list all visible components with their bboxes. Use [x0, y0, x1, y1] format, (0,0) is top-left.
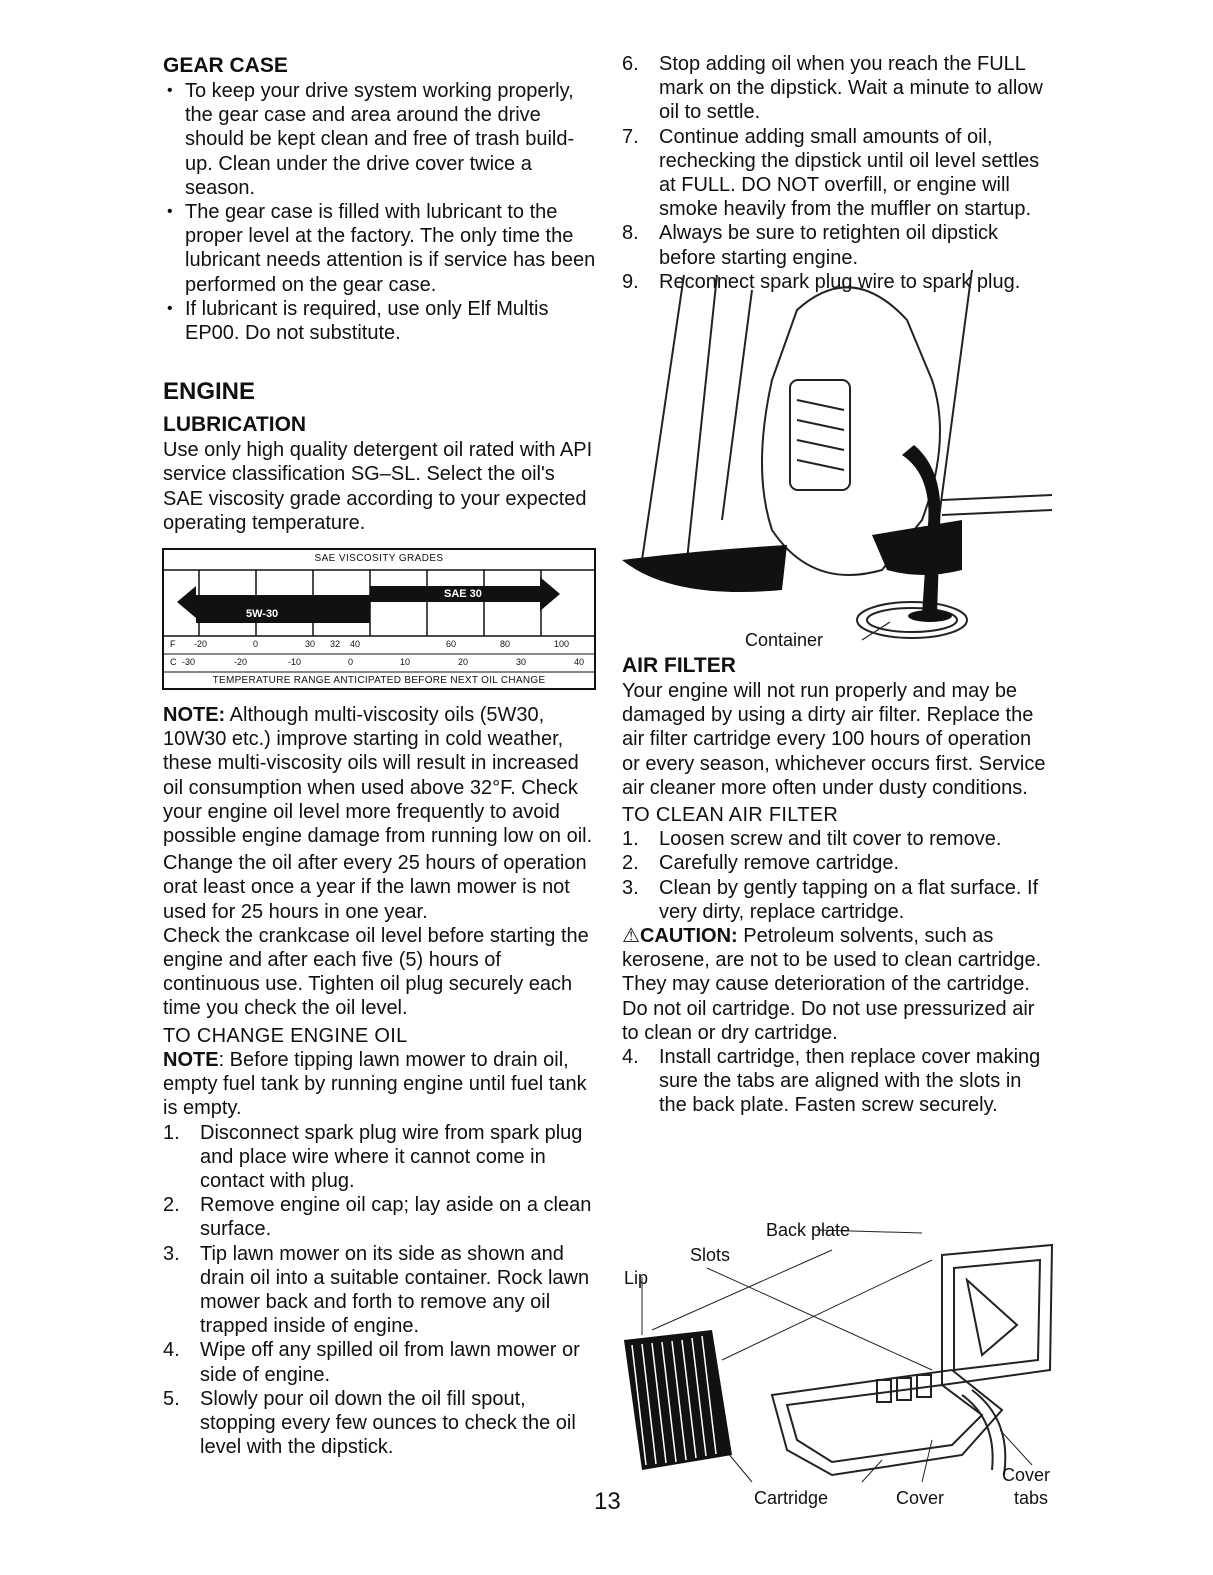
note-label: NOTE:: [163, 704, 226, 727]
cover-label: Cover: [896, 1488, 945, 1508]
list-item: 5. Slowly pour oil down the oil fill spout, stopping every few ounces to check the oil level with the dipstick.: [163, 1387, 576, 1459]
engine-heading: ENGINE: [163, 378, 256, 406]
caution-label: CAUTION:: [639, 925, 738, 948]
c-tick: -10: [288, 657, 302, 667]
list-item: 2. Carefully remove cartridge.: [622, 852, 900, 875]
oil-steps-list: [163, 1121, 598, 1460]
c-tick: -20: [234, 657, 248, 667]
air-filter-exploded-drawing: [622, 1220, 1062, 1520]
c-tick: 40: [574, 657, 585, 667]
grade-sae30-label: SAE 30: [444, 588, 482, 600]
change-oil-heading: TO CHANGE ENGINE OIL: [163, 1024, 408, 1047]
grade-5w30-label: 5W-30: [246, 608, 279, 620]
viscosity-chart-graphic: [164, 550, 594, 688]
list-item: 1. Disconnect spark plug wire from spark plug and place wire where it cannot come in contact with plug.: [163, 1121, 583, 1192]
list-item: 3. Clean by gently tapping on a flat surface. If very dirty, replace cartridge.: [622, 876, 1039, 923]
left-column: [163, 52, 598, 1459]
clean-air-filter-heading: TO CLEAN AIR FILTER: [622, 804, 839, 827]
c-scale-label: C: [170, 657, 177, 667]
list-item: • If lubricant is required, use only Elf Multis EP00. Do not substitute.: [163, 297, 598, 345]
c-tick: 10: [400, 657, 411, 667]
list-item: 7. Continue adding small amounts of oil, rechecking the dipstick until oil level settles at FULL. DO NOT overfill, or engine will smoke heavily from the muffler on startup.: [622, 125, 1040, 221]
list-item: • The gear case is filled with lubricant to the proper level at the factory. The only time the lubricant needs attention is if service has been performed on the gear case.: [163, 200, 598, 297]
f-tick: -20: [194, 639, 208, 649]
viscosity-chart: [162, 548, 596, 690]
f-scale-label: F: [170, 639, 176, 649]
air-filter-illustration: [622, 1220, 1062, 1520]
air-filter-step4: [622, 1045, 1052, 1118]
cartridge-label: Cartridge: [754, 1488, 829, 1508]
cover-tabs-label-2: tabs: [1014, 1488, 1049, 1508]
f-tick: 0: [253, 639, 259, 649]
gear-case-heading: GEAR CASE: [163, 54, 288, 77]
air-filter-heading: AIR FILTER: [622, 654, 736, 678]
oil-steps-continued: [622, 52, 1052, 294]
caution-text: Petroleum solvents, such as kerosene, are not to be used to clean cartridge. They may cause deterioration of the cartridge. Do not oil cartridge. Do not use pressurized air to clean or dry cartridge.: [622, 925, 1042, 1044]
mower-tipped-drawing: [622, 270, 1062, 660]
note2-text: : Before tipping lawn mower to drain oil, empty fuel tank by running engine until fuel tank is empty.: [163, 1048, 587, 1120]
page-number: 13: [594, 1488, 621, 1515]
cover-tabs-label-1: Cover: [1002, 1465, 1051, 1485]
note-paragraph: [163, 703, 598, 848]
list-item: • To keep your drive system working properly, the gear case and area around the drive should be kept clean and free of trash build-up. Clean under the drive cover twice a season.: [163, 79, 598, 200]
air-filter-steps: [622, 827, 1052, 924]
f-tick: 40: [350, 639, 361, 649]
note-text: Although multi-viscosity oils (5W30, 10W30 etc.) improve starting in cold weather, these multi-viscosity oils will result in increased oil consumption when used above 32°F. Check your engine oil level more frequently to avoid possible engine damage from running low on oil.: [163, 704, 593, 848]
warning-icon: ⚠: [622, 925, 640, 948]
chart-title: SAE VISCOSITY GRADES: [314, 553, 444, 564]
f-tick: 32: [330, 639, 341, 649]
oil-drain-illustration: [622, 270, 1062, 660]
f-tick: 80: [500, 639, 511, 649]
lip-label: Lip: [624, 1268, 649, 1288]
c-tick: 20: [458, 657, 469, 667]
f-tick: 30: [305, 639, 316, 649]
lubrication-heading: LUBRICATION: [163, 413, 307, 437]
container-label: Container: [745, 630, 824, 650]
c-tick: -30: [182, 657, 196, 667]
note2-label: NOTE: [163, 1048, 219, 1071]
chart-footer: TEMPERATURE RANGE ANTICIPATED BEFORE NEXT OIL CHANGE: [212, 675, 546, 686]
check-oil-text: Check the crankcase oil level before starting the engine and after each five (5) hours of continuous use. Tighten oil plug securely each time you check the oil level.: [163, 924, 589, 1020]
list-item: 8. Always be sure to retighten oil dipstick before starting engine.: [622, 222, 999, 269]
air-filter-text: Your engine will not run properly and may be damaged by using a dirty air filter. Replace the air filter cartridge every 100 hours of operation or every season, whichever occurs first. Service air cleaner more often under dusty conditions.: [622, 680, 1046, 799]
change-oil-text: Change the oil after every 25 hours of operation orat least once a year if the lawn mower is not used for 25 hours in one year.: [163, 852, 587, 923]
gear-case-list: [163, 79, 598, 345]
caution-paragraph: [622, 924, 1052, 1045]
c-tick: 0: [348, 657, 354, 667]
list-item: 6. Stop adding oil when you reach the FULL mark on the dipstick. Wait a minute to allow oil to settle.: [622, 53, 1043, 124]
list-item: 4. Wipe off any spilled oil from lawn mower or side of engine.: [163, 1339, 580, 1386]
f-tick: 100: [554, 639, 570, 649]
c-tick: 30: [516, 657, 527, 667]
list-item: 2. Remove engine oil cap; lay aside on a clean surface.: [163, 1194, 592, 1241]
list-item: 1. Loosen screw and tilt cover to remove.: [622, 828, 1002, 851]
slots-label: Slots: [690, 1245, 731, 1265]
note2-paragraph: [163, 1048, 598, 1121]
f-tick: 60: [446, 639, 457, 649]
lubrication-text: Use only high quality detergent oil rated with API service classification SG–SL. Select the oil's SAE viscosity grade according to your expected operating temperature.: [163, 439, 593, 534]
list-item: 9. Reconnect spark plug wire to spark plug.: [622, 270, 1021, 293]
list-item: 4. Install cartridge, then replace cover making sure the tabs are aligned with the slots in the back plate. Fasten screw securely.: [622, 1046, 1041, 1117]
list-item: 3. Tip lawn mower on its side as shown and drain oil into a suitable container. Rock lawn mower back and forth to remove any oil trapped inside of engine.: [163, 1242, 590, 1338]
back-plate-label: Back plate: [766, 1220, 851, 1240]
